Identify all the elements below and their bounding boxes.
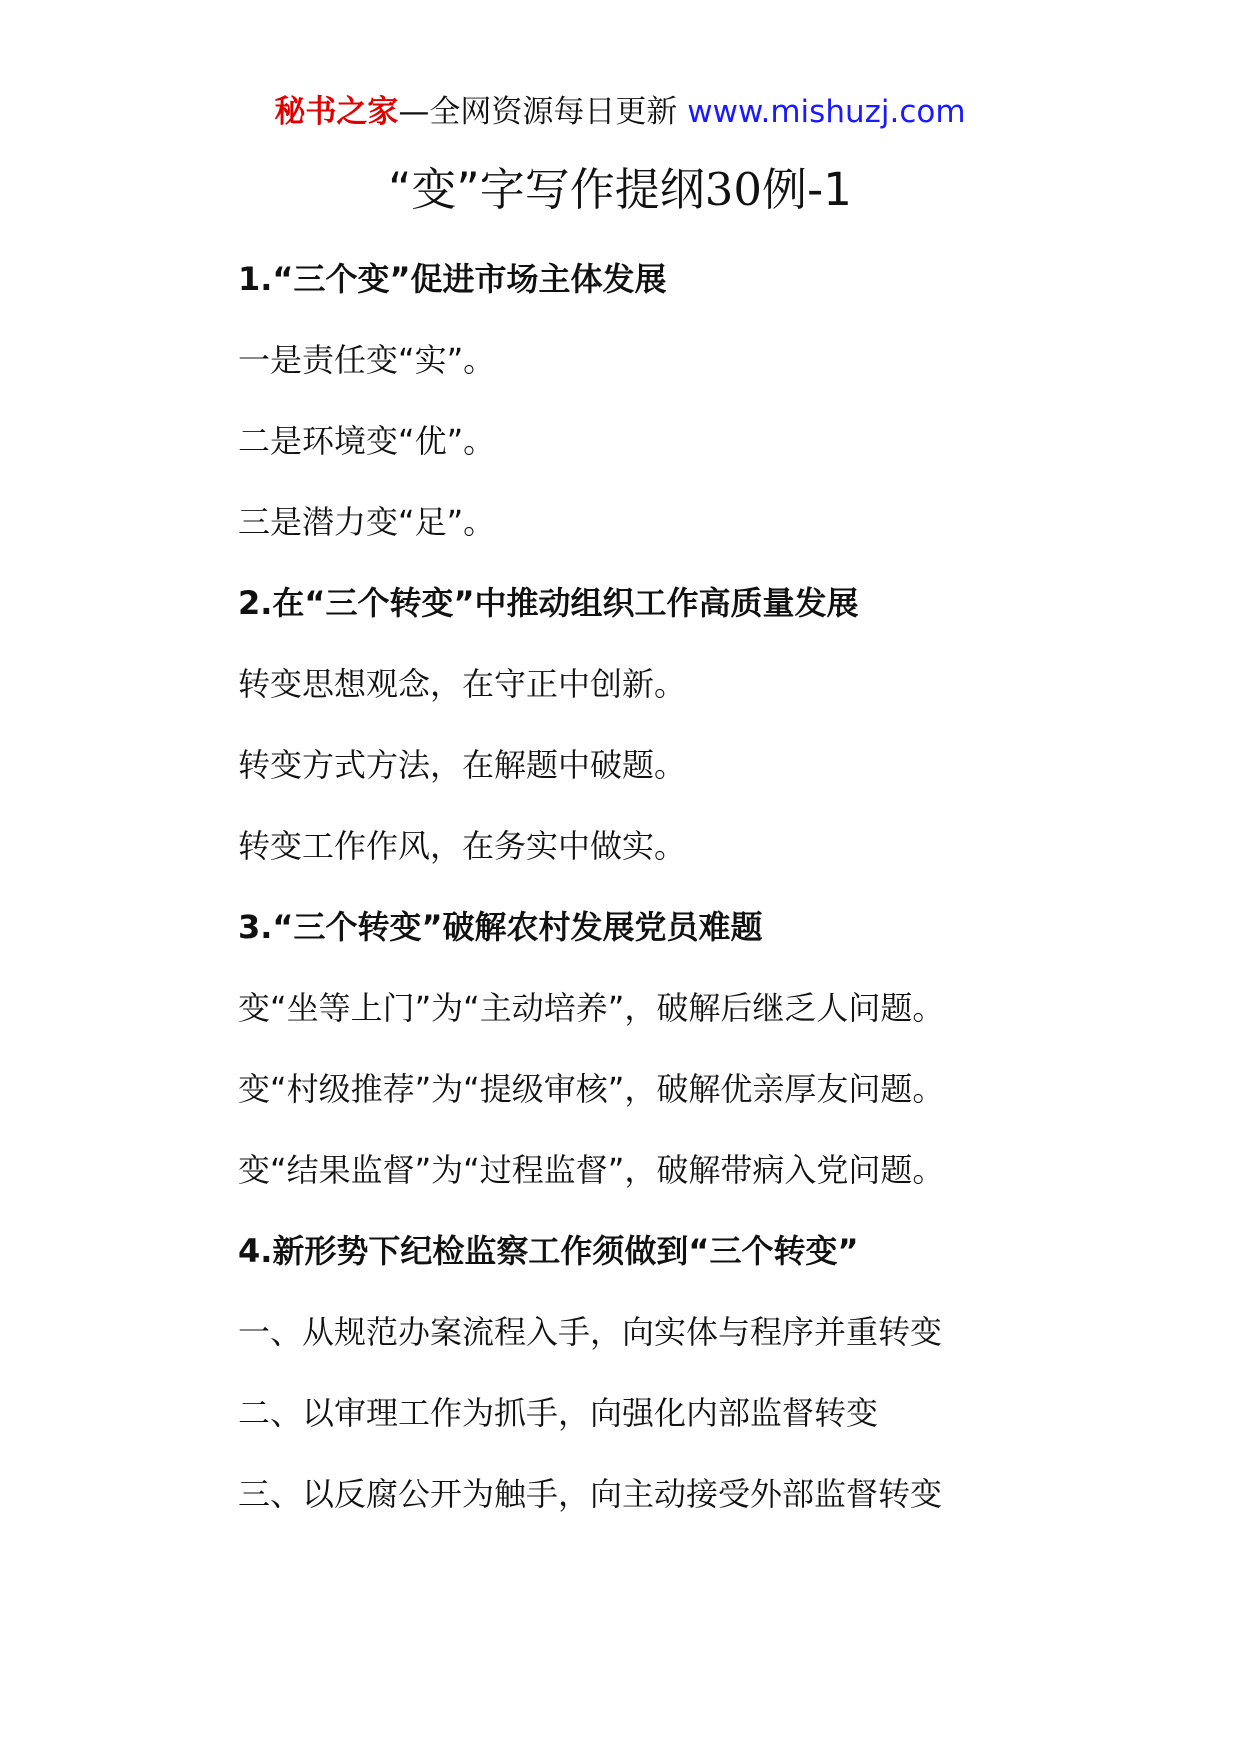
- section-4: [238, 1230, 1238, 1554]
- list-item: 一是责任变“实”。: [238, 341, 496, 379]
- title-number: 30: [704, 163, 763, 216]
- list-item: 二、以审理工作为抓手，向强化内部监督转变: [238, 1394, 879, 1432]
- section-3: [238, 906, 1238, 1230]
- section-heading: 4.新形势下纪检监察工作须做到“三个转变”: [238, 1232, 859, 1270]
- list-item: 转变思想观念，在守正中创新。: [238, 665, 687, 703]
- title-suffix: 例-1: [762, 163, 852, 216]
- list-item: 转变工作作风，在务实中做实。: [238, 827, 687, 865]
- list-item: 一、从规范办案流程入手，向实体与程序并重转变: [238, 1313, 943, 1351]
- section-heading: 3.“三个转变”破解农村发展党员难题: [238, 908, 763, 946]
- list-item: 二是环境变“优”。: [238, 422, 496, 460]
- section-1: [238, 258, 1238, 582]
- section-heading: 1.“三个变”促进市场主体发展: [238, 260, 667, 298]
- title-text: “变”字写作提纲: [388, 163, 705, 216]
- site-header: [0, 92, 1240, 132]
- document-body: [238, 258, 1238, 1554]
- section-heading: 2.在“三个转变”中推动组织工作高质量发展: [238, 584, 859, 622]
- header-tagline: —全网资源每日更新: [398, 94, 688, 130]
- site-url-link[interactable]: www.mishuzj.com: [687, 94, 966, 130]
- list-item: 三是潜力变“足”。: [238, 503, 496, 541]
- brand-name: 秘书之家: [274, 94, 399, 130]
- document-title: [0, 160, 1240, 220]
- list-item: 三、以反腐公开为触手，向主动接受外部监督转变: [238, 1475, 943, 1513]
- list-item: 变“坐等上门”为“主动培养”，破解后继乏人问题。: [238, 989, 945, 1027]
- list-item: 变“村级推荐”为“提级审核”，破解优亲厚友问题。: [238, 1070, 945, 1108]
- section-2: [238, 582, 1238, 906]
- list-item: 变“结果监督”为“过程监督”，破解带病入党问题。: [238, 1151, 945, 1189]
- list-item: 转变方式方法，在解题中破题。: [238, 746, 687, 784]
